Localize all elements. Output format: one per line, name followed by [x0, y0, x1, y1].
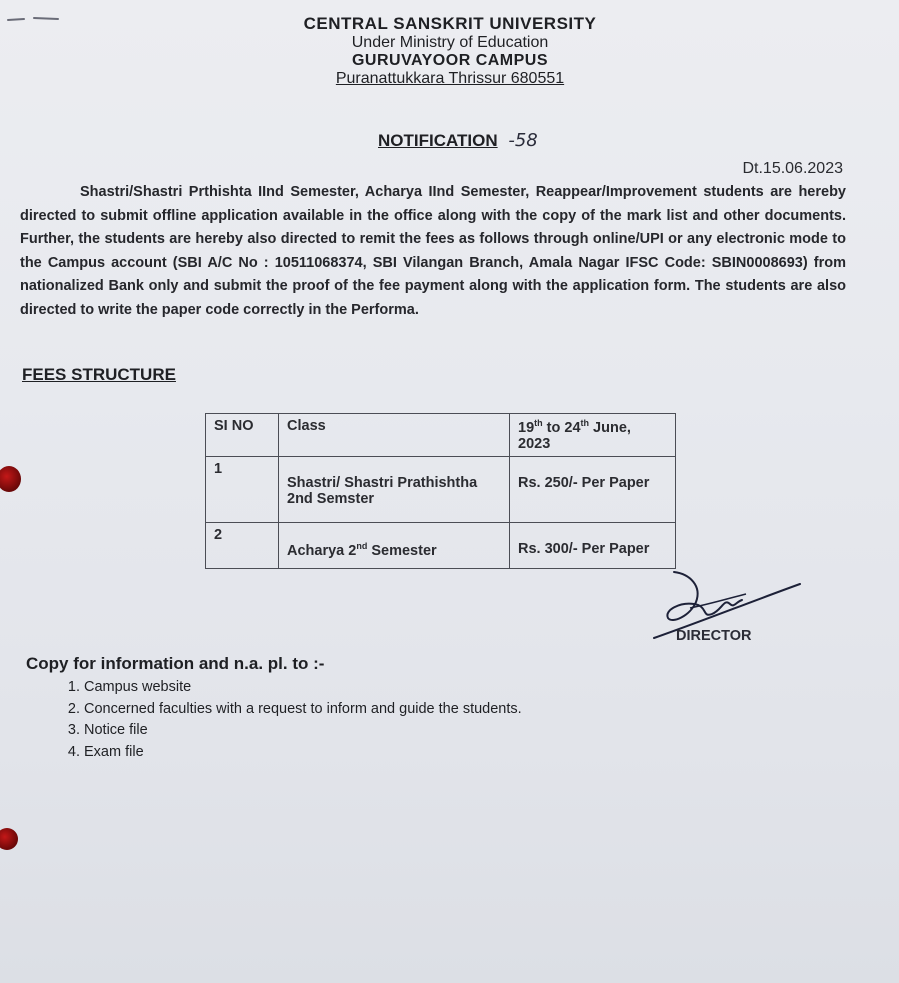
letterhead: [250, 12, 650, 88]
row-fee: Rs. 250/- Per Paper: [510, 456, 676, 522]
fees-table: [205, 413, 676, 569]
list-item: 2. Concerned faculties with a request to inform and guide the students.: [84, 699, 522, 721]
director-label: DIRECTOR: [676, 628, 752, 644]
row-class: Acharya 2nd Semester: [279, 522, 510, 568]
table-row: [206, 522, 676, 568]
university-name: CENTRAL SANSKRIT UNIVERSITY: [303, 14, 597, 33]
ministry-line: Under Ministry of Education: [351, 34, 549, 51]
list-item: 4. Exam file: [84, 742, 522, 764]
table-header-row: [206, 414, 676, 457]
row-class: Shastri/ Shastri Prathishtha 2nd Semster: [279, 456, 510, 522]
punch-hole-mark: [0, 828, 18, 850]
header-class: Class: [279, 414, 510, 457]
body-paragraph: Shastri/Shastri Prthishta IInd Semester, Acharya IInd Semester, Reappear/Improvement students are hereby directed to submit offline application available in the office along with the copy of the mark list and other documents. Further, the students are hereby also directed to remit the fees as follows through online/UPI or any electronic mode to the Campus account (SBI A/C No : 10511068374, SBI Vilangan Branch, Amala Nagar IFSC Code: SBIN0008693) from nationalized Bank only and submit the proof of the fee payment along with the application form. The students are also directed to write the paper code correctly in the Performa.: [20, 184, 846, 318]
header-sl-no: SI NO: [206, 414, 279, 457]
table-row: [206, 456, 676, 522]
list-item: 3. Notice file: [84, 720, 522, 742]
pen-mark: [6, 12, 66, 26]
row-sl-no: 2: [206, 522, 279, 568]
notification-number: -58: [508, 130, 538, 151]
notification-date: Dt.15.06.2023: [742, 160, 843, 177]
copy-to-heading: Copy for information and n.a. pl. to :-: [26, 654, 325, 673]
list-item: 1. Campus website: [84, 677, 522, 699]
row-fee: Rs. 300/- Per Paper: [510, 522, 676, 568]
punch-hole-mark: [0, 466, 21, 492]
notification-title: NOTIFICATION: [378, 131, 498, 150]
campus-address: Puranattukkara Thrissur 680551: [335, 70, 565, 87]
fees-structure-title: FEES STRUCTURE: [22, 365, 176, 384]
row-sl-no: 1: [206, 456, 279, 522]
header-period: 19th to 24th June, 2023: [510, 414, 676, 457]
notification-heading: [378, 130, 538, 151]
notification-body: [20, 181, 846, 322]
campus-name: GURUVAYOOR CAMPUS: [351, 52, 549, 69]
copy-to-list: [54, 677, 522, 763]
